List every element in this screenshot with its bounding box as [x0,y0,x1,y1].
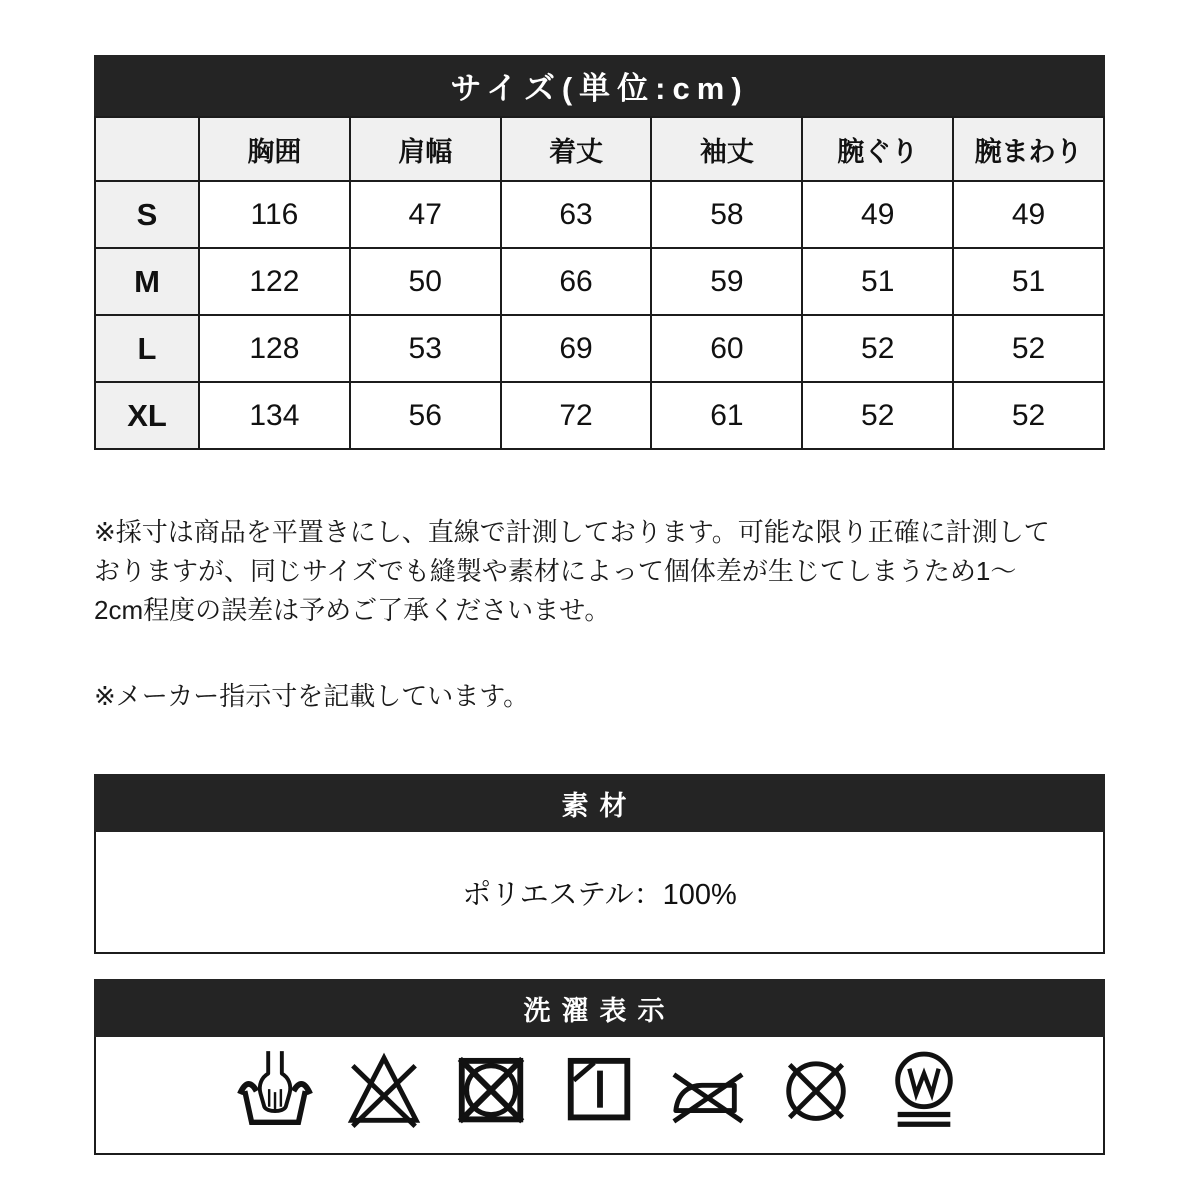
cell-value: 49 [953,181,1104,248]
cell-value: 122 [199,248,350,315]
size-chart-header-row [95,117,1104,181]
cell-value: 56 [350,382,501,449]
laundry-title: 洗濯表示 [94,979,1105,1037]
table-row-l [95,315,1104,382]
cell-value: 134 [199,382,350,449]
size-chart-table [94,116,1105,450]
material-value: ポリエステル：100% [94,832,1105,954]
column-header-armhole: 腕ぐり [802,117,953,181]
size-chart-section [94,55,1105,450]
laundry-symbols [94,1037,1105,1155]
cell-value: 72 [501,382,652,449]
cell-value: 51 [953,248,1104,315]
size-label: L [95,315,199,382]
table-row-xl [95,382,1104,449]
measurement-note-line: 2cm程度の誤差は予めご了承くださいませ。 [94,595,611,625]
cell-value: 66 [501,248,652,315]
table-row-s [95,181,1104,248]
cell-value: 52 [953,315,1104,382]
cell-value: 51 [802,248,953,315]
cell-value: 116 [199,181,350,248]
column-header-length: 着丈 [501,117,652,181]
material-title: 素材 [94,774,1105,832]
cell-value: 47 [350,181,501,248]
column-header-sleeve: 袖丈 [651,117,802,181]
cell-value: 58 [651,181,802,248]
cell-value: 52 [802,382,953,449]
size-label: M [95,248,199,315]
maker-note: ※メーカー指示寸を記載しています。 [94,681,530,711]
cell-value: 59 [651,248,802,315]
laundry-section [94,979,1105,1155]
hand-wash-icon [237,1050,315,1140]
size-label: XL [95,382,199,449]
dry-in-shade-icon [561,1050,639,1140]
material-section [94,774,1105,954]
cell-value: 50 [350,248,501,315]
size-chart-title: サイズ(単位:cm) [94,55,1105,116]
cell-value: 61 [651,382,802,449]
gentle-wet-clean-icon [885,1050,963,1140]
cell-value: 52 [802,315,953,382]
cell-value: 128 [199,315,350,382]
cell-value: 52 [953,382,1104,449]
cell-value: 49 [802,181,953,248]
corner-cell [95,117,199,181]
size-label: S [95,181,199,248]
measurement-note-line: おりますが、同じサイズでも縫製や素材によって個体差が生じてしまうため1〜 [94,556,1017,586]
cell-value: 60 [651,315,802,382]
table-row-m [95,248,1104,315]
measurement-note-line: ※採寸は商品を平置きにし、直線で計測しております。可能な限り正確に計測して [94,517,1050,547]
cell-value: 53 [350,315,501,382]
do-not-dry-clean-icon [777,1050,855,1140]
measurement-note [94,513,1105,630]
do-not-tumble-dry-icon [453,1050,531,1140]
do-not-bleach-icon [345,1050,423,1140]
column-header-arm-width: 腕まわり [953,117,1104,181]
column-header-chest: 胸囲 [199,117,350,181]
cell-value: 69 [501,315,652,382]
do-not-iron-icon [669,1050,747,1140]
column-header-shoulder: 肩幅 [350,117,501,181]
cell-value: 63 [501,181,652,248]
